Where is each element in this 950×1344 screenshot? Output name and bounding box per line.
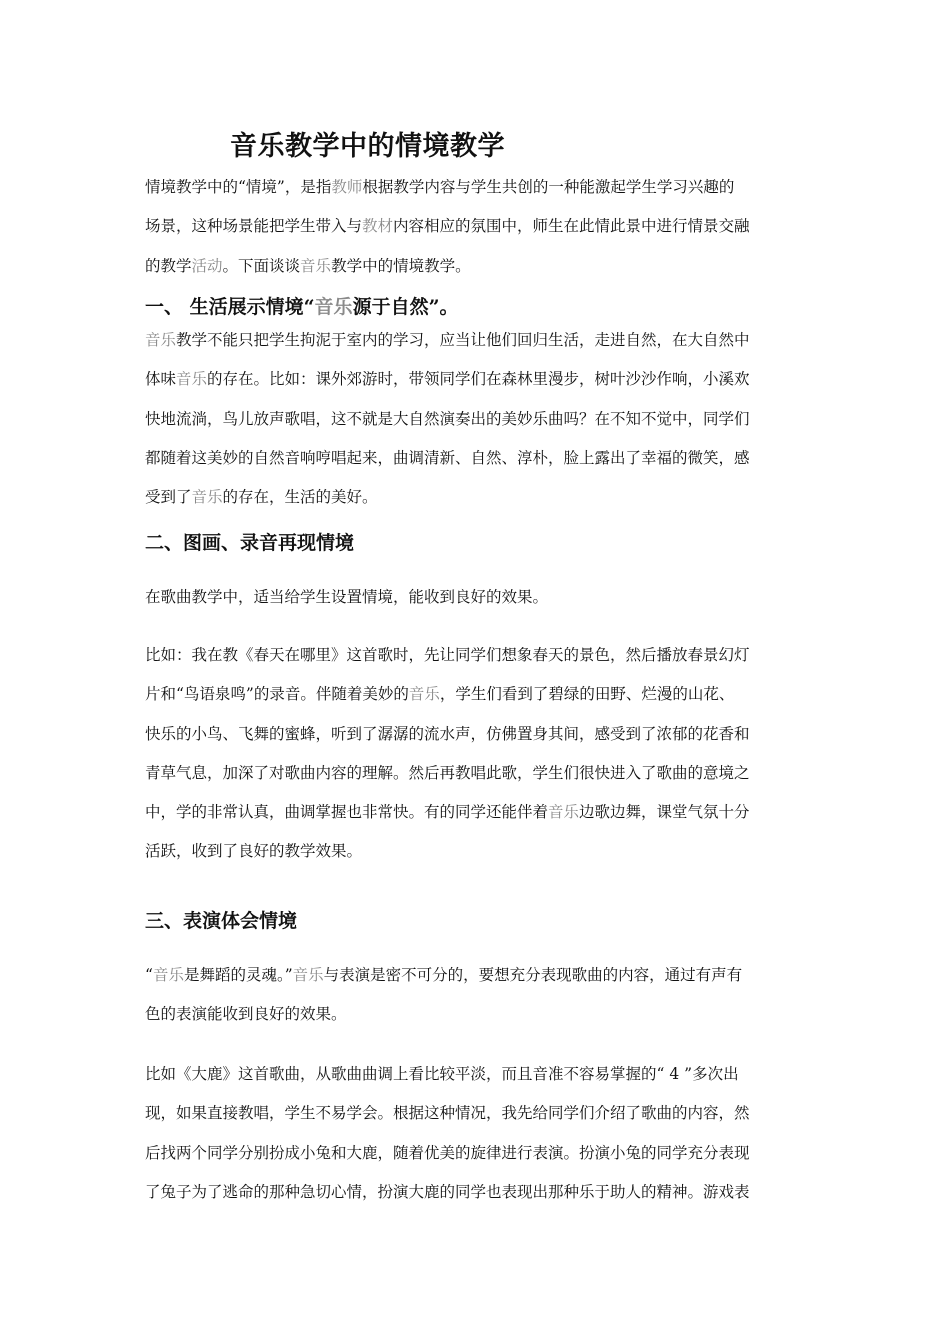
- keyword-link[interactable]: 音乐: [176, 370, 208, 389]
- text-line: 快乐的小鸟、飞舞的蜜蜂，听到了潺潺的流水声，仿佛置身其间，感受到了浓郁的花香和: [145, 724, 750, 743]
- text-line: “音乐是舞蹈的灵魂。”音乐与表演是密不可分的，要想充分表现歌曲的内容，通过有声有: [145, 966, 743, 984]
- text-line: 快地流淌，鸟儿放声歌唱，这不就是大自然演奏出的美妙乐曲吗？在不知不觉中，同学们: [145, 409, 750, 428]
- text-line: 都随着这美妙的自然音响哼唱起来，曲调清新、自然、淳朴，脸上露出了幸福的微笑，感: [145, 448, 750, 467]
- text-line: 受到了音乐的存在，生活的美好。: [145, 488, 378, 507]
- text-line: 的教学活动。下面谈谈音乐教学中的情境教学。: [145, 256, 471, 275]
- text-line: 体味音乐的存在。比如：课外郊游时，带领同学们在森林里漫步，树叶沙沙作响，小溪欢: [145, 370, 750, 389]
- section-heading-2: 二、图画、录音再现情境: [145, 532, 355, 554]
- text-line: 活跃，收到了良好的教学效果。: [145, 842, 363, 861]
- keyword-link[interactable]: 活动: [191, 256, 223, 275]
- keyword-link[interactable]: 音乐: [408, 685, 440, 704]
- keyword-link[interactable]: 教师: [331, 178, 363, 196]
- keyword-link[interactable]: 音乐: [548, 803, 580, 822]
- keyword-link[interactable]: 音乐: [300, 256, 332, 275]
- section-heading-1: 一、 生活展示情境“音乐源于自然”。: [145, 296, 459, 318]
- section-1-paragraph: [145, 321, 815, 517]
- text-line: 在歌曲教学中，适当给学生设置情境，能收到良好的效果。: [145, 588, 549, 606]
- keyword-link[interactable]: 音乐: [292, 966, 324, 984]
- keyword-link[interactable]: 音乐: [314, 296, 353, 318]
- text-line: 青草气息，加深了对歌曲内容的理解。然后再教唱此歌，学生们很快进入了歌曲的意境之: [145, 763, 750, 782]
- section-3-paragraph-2: [145, 1055, 815, 1212]
- text-line: 音乐教学不能只把学生拘泥于室内的学习，应当让他们回归生活，走进自然，在大自然中: [145, 331, 750, 349]
- keyword-link[interactable]: 音乐: [152, 966, 184, 984]
- text-line: 比如《大鹿》这首歌曲，从歌曲曲调上看比较平淡，而且音准不容易掌握的“ 4 ”多次出: [145, 1065, 739, 1083]
- text-line: 了兔子为了逃命的那种急切心情，扮演大鹿的同学也表现出那种乐于助人的精神。游戏表: [145, 1182, 750, 1201]
- keyword-link[interactable]: 音乐: [191, 488, 223, 507]
- text-line: 比如：我在教《春天在哪里》这首歌时，先让同学们想象春天的景色，然后播放春景幻灯: [145, 646, 750, 664]
- text-line: 片和“鸟语泉鸣”的录音。伴随着美妙的音乐，学生们看到了碧绿的田野、烂漫的山花、: [145, 685, 735, 704]
- text-line: 现，如果直接教唱，学生不易学会。根据这种情况，我先给同学们介绍了歌曲的内容，然: [145, 1104, 750, 1123]
- section-2-paragraph-2: [145, 636, 815, 872]
- section-3-paragraph-1: [145, 956, 815, 1035]
- text-line: 后找两个同学分别扮成小兔和大鹿，随着优美的旋律进行表演。扮演小兔的同学充分表现: [145, 1143, 750, 1162]
- text-line: 中，学的非常认真，曲调掌握也非常快。有的同学还能伴着音乐边歌边舞，课堂气氛十分: [145, 803, 750, 822]
- keyword-link[interactable]: 音乐: [145, 331, 177, 349]
- text-line: 场景，这种场景能把学生带入与教材内容相应的氛围中，师生在此情此景中进行情景交融: [145, 217, 750, 236]
- section-heading-3: 三、表演体会情境: [145, 910, 298, 932]
- text-line: 色的表演能收到良好的效果。: [145, 1005, 347, 1024]
- intro-paragraph: [145, 168, 815, 286]
- text-line: 情境教学中的“情境”，是指教师根据教学内容与学生共创的一种能激起学生学习兴趣的: [145, 178, 735, 196]
- section-2-paragraph-1: [145, 578, 815, 617]
- page-title: 音乐教学中的情境教学: [230, 131, 505, 162]
- keyword-link[interactable]: 教材: [362, 217, 394, 236]
